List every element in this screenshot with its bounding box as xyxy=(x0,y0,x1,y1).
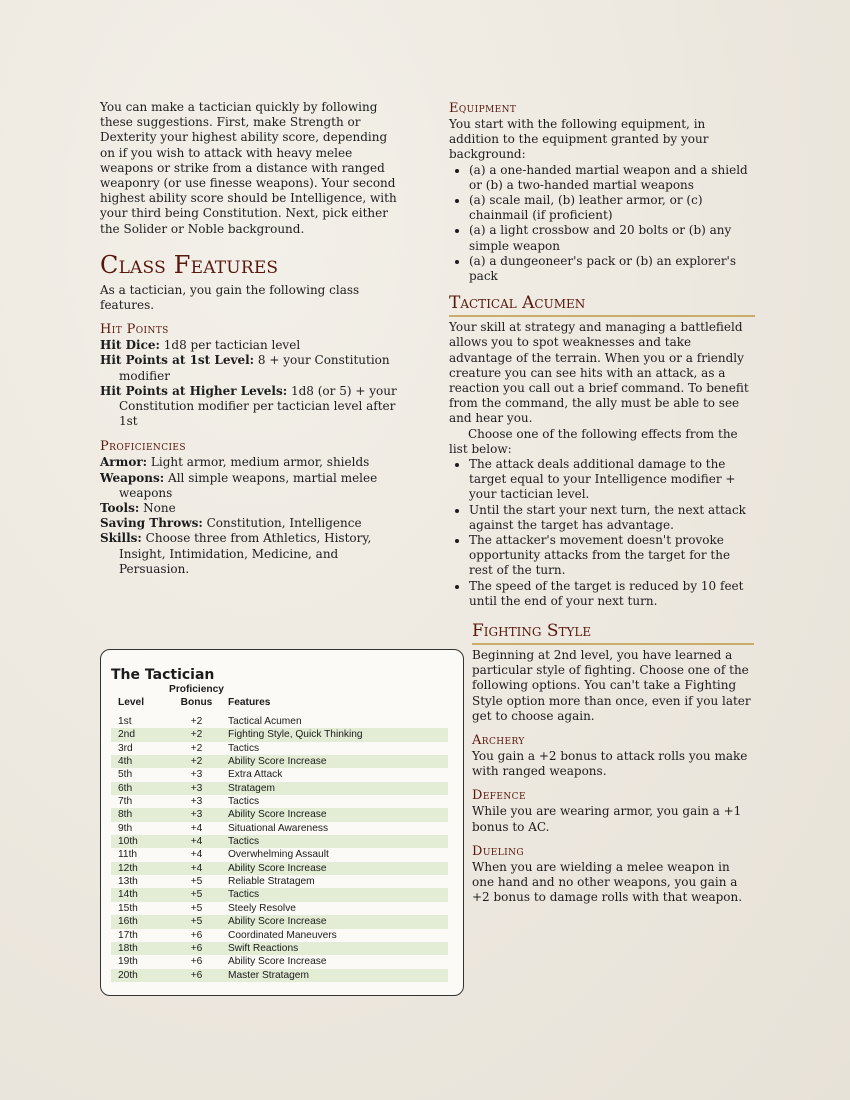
table-row xyxy=(111,742,448,755)
cell-level: 1st xyxy=(118,716,132,727)
hp-first-level-label: Hit Points at 1st Level: xyxy=(100,353,255,368)
cell-level: 5th xyxy=(118,769,133,781)
cell-bonus: +4 xyxy=(190,822,203,834)
cell-bonus: +5 xyxy=(165,915,228,928)
cell-level: 9th xyxy=(118,822,133,834)
weapons-line xyxy=(100,471,400,501)
tactical-effect-item: • The attacker's movement doesn't provoke opportunity attacks from the target for the rest of the turn. xyxy=(469,533,755,579)
cell-bonus: +2 xyxy=(190,716,203,727)
cell-features: Situational Awareness xyxy=(228,822,329,834)
hit-dice-line xyxy=(100,338,400,353)
archery-body: You gain a +2 bonus to attack rolls you make with ranged weapons. xyxy=(472,749,748,779)
tactical-effects-list xyxy=(449,457,755,609)
skills-label: Skills: xyxy=(100,531,142,546)
column-header-bonus-line1: Proficiency xyxy=(169,684,224,695)
cell-features: Fighting Style, Quick Thinking xyxy=(228,728,448,741)
cell-bonus: +2 xyxy=(165,755,228,768)
table-row xyxy=(111,728,448,741)
armor-label: Armor: xyxy=(100,455,148,470)
table-row xyxy=(111,768,448,781)
cell-level: 11th xyxy=(118,849,138,861)
dueling-heading: Dueling xyxy=(472,843,524,859)
cell-features: Extra Attack xyxy=(228,769,283,781)
tactical-acumen-choose: Choose one of the following effects from the list below: xyxy=(449,426,738,456)
tactical-effect-item: • The speed of the target is reduced by 10 feet until the end of your next turn. xyxy=(469,579,755,609)
table-row xyxy=(111,942,448,955)
saving-throws-value: Constitution, Intelligence xyxy=(206,516,362,531)
column-header-level: Level xyxy=(118,696,145,708)
cell-level: 2nd xyxy=(111,728,165,741)
table-row xyxy=(111,848,448,861)
tools-value: None xyxy=(143,501,176,516)
cell-bonus: +3 xyxy=(165,782,228,795)
left-column xyxy=(100,100,400,577)
armor-line xyxy=(100,455,400,470)
right-column xyxy=(449,101,755,609)
table-row xyxy=(111,808,448,821)
cell-features: Reliable Stratagem xyxy=(228,876,315,888)
tactical-acumen-heading: Tactical Acumen xyxy=(449,292,755,317)
table-row xyxy=(111,929,448,942)
weapons-label: Weapons: xyxy=(100,470,165,485)
cell-bonus: +2 xyxy=(190,742,203,754)
cell-bonus: +3 xyxy=(190,769,203,781)
cell-bonus: +3 xyxy=(165,808,228,821)
tactical-acumen-body: Your skill at strategy and managing a battlefield allows you to spot weaknesses and take advantage of the terrain. When you or a friendly creature you can see hits with an attack, as a reaction you call out a brief command. To benefit from the command, the ally must be able to see and hear you. xyxy=(449,320,749,426)
table-row xyxy=(111,715,448,728)
cell-features: Tactics xyxy=(228,888,448,901)
cell-level: 13th xyxy=(118,876,138,888)
tools-line xyxy=(100,501,400,516)
cell-level: 14th xyxy=(111,888,165,901)
cell-bonus: +4 xyxy=(165,835,228,848)
cell-features: Tactics xyxy=(228,835,448,848)
cell-features: Swift Reactions xyxy=(228,942,448,955)
cell-level: 17th xyxy=(118,929,138,941)
fighting-style-body: Beginning at 2nd level, you have learned a particular style of fighting. Choose one of the following options. You can't take a Fighting Style option more than once, even if you later get to choose again. xyxy=(472,648,751,723)
table-row xyxy=(111,875,448,888)
cell-level: 7th xyxy=(118,796,133,808)
table-row xyxy=(111,902,448,915)
tactical-effect-item: • The attack deals additional damage to the target equal to your Intelligence modifier + your tactician level. xyxy=(469,457,755,503)
cell-features: Ability Score Increase xyxy=(228,862,448,875)
hit-dice-value: 1d8 per tactician level xyxy=(163,338,301,353)
fighting-style-heading: Fighting Style xyxy=(472,620,754,645)
table-row xyxy=(111,822,448,835)
class-features-intro: As a tactician, you gain the following class features. xyxy=(100,282,360,313)
skills-line xyxy=(100,531,400,577)
table-row xyxy=(111,969,448,982)
class-table xyxy=(111,684,448,982)
cell-level: 20th xyxy=(111,969,165,982)
proficiencies-heading: Proficiencies xyxy=(100,439,186,455)
hp-higher-levels-label: Hit Points at Higher Levels: xyxy=(100,383,288,398)
saving-throws-line xyxy=(100,516,400,531)
cell-bonus: +3 xyxy=(190,796,203,808)
cell-features: Overwhelming Assault xyxy=(228,849,329,861)
tactical-effect-item: • Until the start your next turn, the next attack against the target has advantage. xyxy=(469,503,755,533)
cell-features: Steely Resolve xyxy=(228,902,296,914)
intro-paragraph: You can make a tactician quickly by following these suggestions. First, make Strength or Dexterity your highest ability score, depending on if you wish to attack with heavy melee weapons or strike from a distance with ranged weaponry (or use finesse weapons). Your second highest ability score should be Intelligence, with your third being Constitution. Next, pick either the Solider or Noble background. xyxy=(100,100,397,236)
archery-heading: Archery xyxy=(472,733,525,749)
class-table-title: The Tactician xyxy=(111,667,215,683)
cell-level: 15th xyxy=(118,902,138,914)
column-header-features: Features xyxy=(228,696,271,708)
cell-level: 4th xyxy=(111,755,165,768)
cell-level: 10th xyxy=(111,835,165,848)
equipment-item: • (a) a dungeoneer's pack or (b) an explorer's pack xyxy=(469,254,755,284)
equipment-heading: Equipment xyxy=(449,101,517,116)
table-row xyxy=(111,915,448,928)
cell-features: Ability Score Increase xyxy=(228,755,448,768)
cell-bonus: +4 xyxy=(165,862,228,875)
equipment-item: • (a) scale mail, (b) leather armor, or (c) chainmail (if proficient) xyxy=(469,193,755,223)
cell-level: 3rd xyxy=(118,742,133,754)
weapons-value: All simple weapons, martial melee weapons xyxy=(119,470,378,500)
cell-bonus: +5 xyxy=(190,902,203,914)
column-header-proficiency-bonus xyxy=(165,684,228,715)
cell-features: Stratagem xyxy=(228,782,448,795)
cell-features: Ability Score Increase xyxy=(228,915,448,928)
cell-level: 19th xyxy=(118,956,138,968)
cell-bonus: +6 xyxy=(190,929,203,941)
hp-higher-levels-line xyxy=(100,384,400,430)
cell-features: Ability Score Increase xyxy=(228,956,327,968)
cell-features: Ability Score Increase xyxy=(228,808,448,821)
table-row xyxy=(111,795,448,808)
table-row xyxy=(111,782,448,795)
saving-throws-label: Saving Throws: xyxy=(100,516,203,531)
defence-body: While you are wearing armor, you gain a +1 bonus to AC. xyxy=(472,804,742,834)
fighting-style-section xyxy=(472,620,754,905)
cell-bonus: +6 xyxy=(190,956,203,968)
dueling-body: When you are wielding a melee weapon in one hand and no other weapons, you gain a +2 bonus to damage rolls with that weapon. xyxy=(472,859,743,905)
equipment-item: • (a) a light crossbow and 20 bolts or (b) any simple weapon xyxy=(469,223,755,253)
cell-level: 8th xyxy=(111,808,165,821)
cell-bonus: +6 xyxy=(165,942,228,955)
cell-features: Coordinated Maneuvers xyxy=(228,929,337,941)
cell-bonus: +5 xyxy=(165,888,228,901)
cell-level: 12th xyxy=(111,862,165,875)
cell-bonus: +4 xyxy=(190,849,203,861)
tools-label: Tools: xyxy=(100,501,140,516)
hp-first-level-value: 8 + your Constitution modifier xyxy=(119,353,390,383)
defence-heading: Defence xyxy=(472,788,526,804)
cell-level: 16th xyxy=(111,915,165,928)
equipment-list xyxy=(449,163,755,285)
class-features-heading: Class Features xyxy=(100,250,279,279)
skills-value: Choose three from Athletics, History, Insight, Intimidation, Medicine, and Persuasion. xyxy=(119,531,372,576)
cell-bonus: +2 xyxy=(165,728,228,741)
table-row xyxy=(111,955,448,968)
table-row xyxy=(111,862,448,875)
armor-value: Light armor, medium armor, shields xyxy=(150,455,370,470)
equipment-item: • (a) a one-handed martial weapon and a shield or (b) a two-handed martial weapons xyxy=(469,163,755,193)
cell-features: Tactical Acumen xyxy=(228,716,302,727)
hit-points-heading: Hit Points xyxy=(100,322,169,338)
cell-features: Master Stratagem xyxy=(228,969,448,982)
cell-level: 6th xyxy=(111,782,165,795)
cell-bonus: +6 xyxy=(165,969,228,982)
cell-level: 18th xyxy=(111,942,165,955)
hp-first-level-line xyxy=(100,353,400,383)
class-table-header-row xyxy=(111,684,448,715)
cell-features: Tactics xyxy=(228,742,260,754)
equipment-intro: You start with the following equipment, in addition to the equipment granted by your background: xyxy=(449,117,709,162)
table-row xyxy=(111,835,448,848)
cell-bonus: +5 xyxy=(190,876,203,888)
hit-dice-label: Hit Dice: xyxy=(100,338,160,353)
table-row xyxy=(111,888,448,901)
class-table-card xyxy=(100,649,464,996)
column-header-bonus-line2: Bonus xyxy=(180,696,213,708)
hp-higher-levels-value: 1d8 (or 5) + your Constitution modifier per tactician level after 1st xyxy=(119,383,397,429)
table-row xyxy=(111,755,448,768)
cell-features: Tactics xyxy=(228,796,260,808)
